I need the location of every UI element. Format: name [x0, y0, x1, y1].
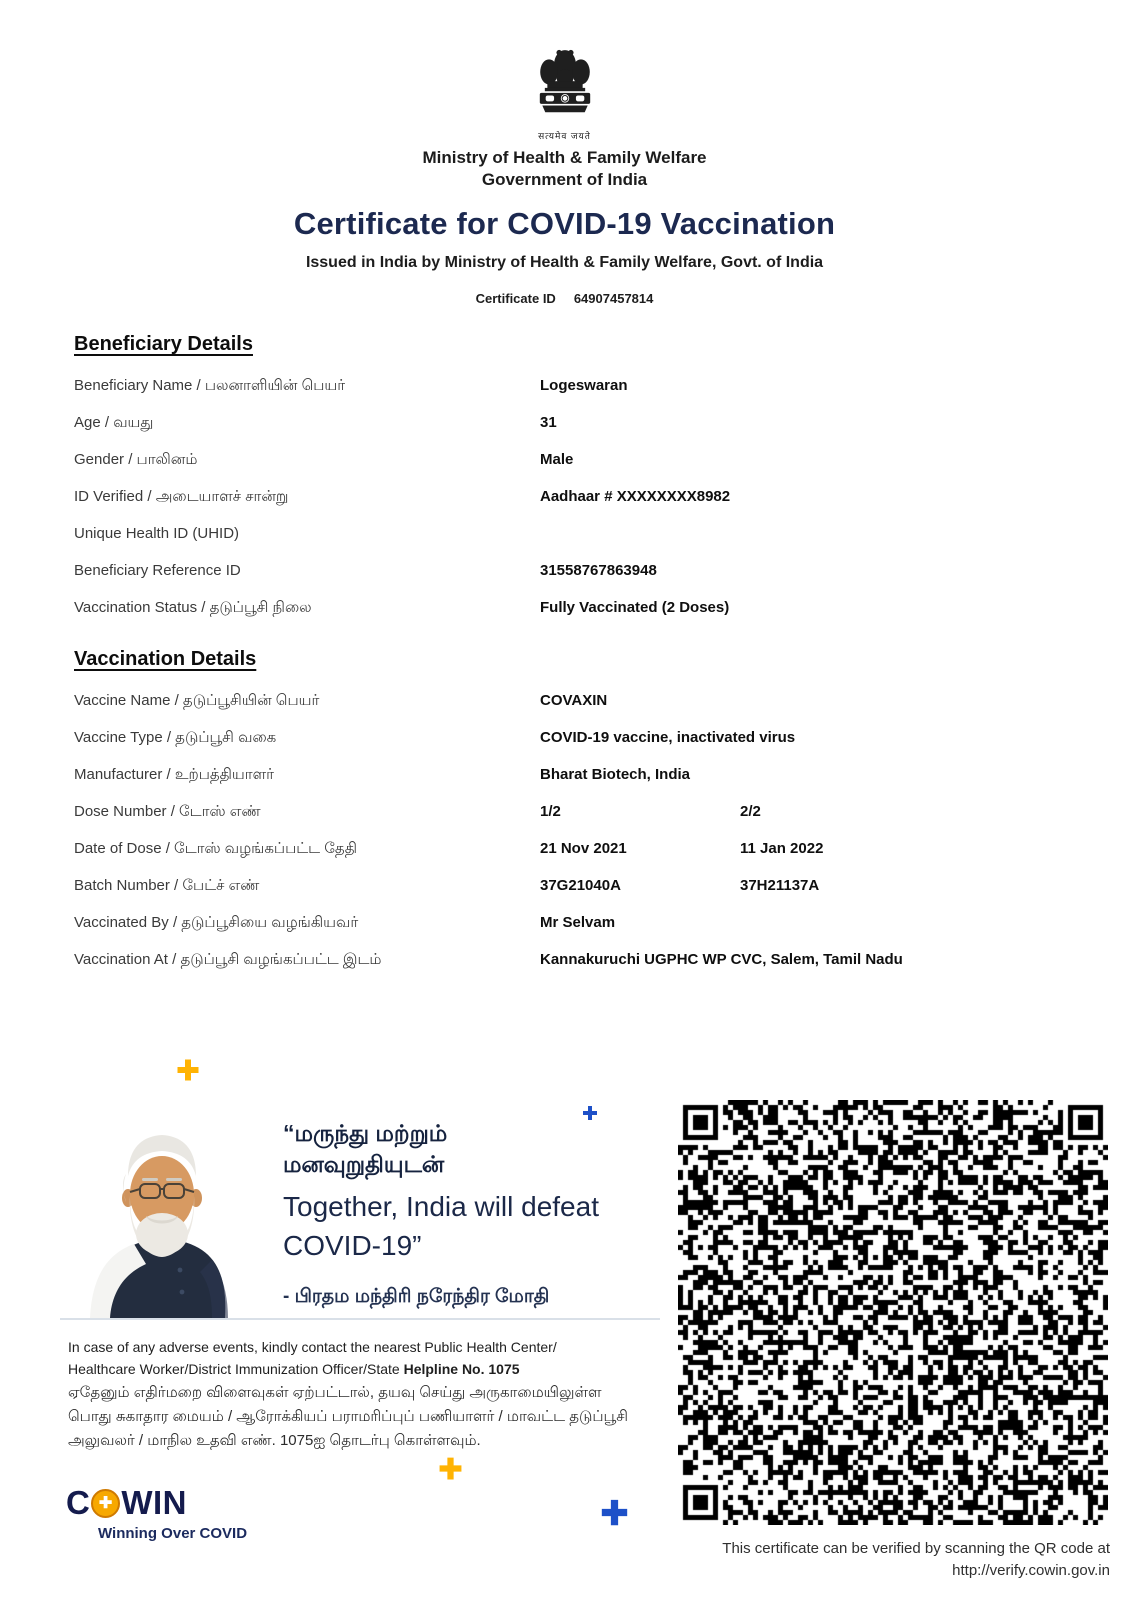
plus-decoration-icon: [438, 1456, 463, 1481]
field-value: COVAXIN: [540, 692, 608, 709]
field-value: Bharat Biotech, India: [540, 766, 691, 783]
field-value: Male: [540, 451, 574, 468]
beneficiary-details-section: [74, 333, 1074, 635]
field-label: Vaccine Name / தடுப்பூசியின் பெயர்: [74, 692, 320, 709]
dose2-value: 2/2: [740, 803, 761, 820]
field-label: Beneficiary Name / பலனாளியின் பெயர்: [74, 377, 346, 394]
field-value-pair: [540, 831, 940, 867]
field-label: Dose Number / டோஸ் எண்: [74, 803, 261, 820]
ministry-name: Ministry of Health & Family Welfare: [422, 148, 707, 167]
plus-decoration-icon: [600, 1498, 629, 1527]
section-title: Beneficiary Details: [74, 333, 253, 355]
field-label: Date of Dose / டோஸ் வழங்கப்பட்ட தேதி: [74, 840, 357, 857]
cowin-logo-c: C: [66, 1484, 91, 1521]
adverse-events-note-ta: ஏதேனும் எதிர்மறை விளைவுகள் ஏற்பட்டால், தயவு செய்து அருகாமையிலுள்ள பொது சுகாதார மையம் / ஆரோக்கியப் பராமரிப்புப் பணியாளர் / மாவட்ட தடுப்பூசி அலுவலர் / மாநில உதவி எண். 1075ஐ தொடர்பு கொள்ளவும்.: [68, 1384, 628, 1449]
quote-attribution: - பிரதம மந்திரி நரேந்திர மோதி: [283, 1286, 550, 1307]
dose2-date: 11 Jan 2022: [740, 840, 824, 857]
adverse-events-note-en: In case of any adverse events, kindly contact the nearest Public Health Center/ Healthcare Worker/District Immunization Officer/State Helpline No. 1075: [68, 1339, 557, 1377]
certificate-id: [0, 291, 1129, 306]
dose1-date: 21 Nov 2021: [540, 840, 627, 857]
certificate-id-label: Certificate ID: [475, 291, 556, 306]
banner-divider: [60, 1318, 660, 1320]
field-value: COVID-19 vaccine, inactivated virus: [540, 729, 796, 746]
field-label: Vaccinated By / தடுப்பூசியை வழங்கியவர்: [74, 914, 359, 931]
quote-tamil-line2: மனவுறுதியுடன்: [283, 1151, 445, 1177]
qr-code: [678, 1100, 1108, 1525]
field-value: Fully Vaccinated (2 Doses): [540, 599, 730, 616]
field-value-pair: [540, 794, 940, 830]
certificate-id-value: 64907457814: [573, 291, 654, 306]
certificate-title: Certificate for COVID-19 Vaccination: [293, 206, 836, 241]
table-row: [74, 950, 1074, 987]
cowin-plus-icon: ✚: [91, 1489, 120, 1518]
field-label: Batch Number / பேட்ச் எண்: [74, 877, 260, 894]
verify-url: http://verify.cowin.gov.in: [952, 1562, 1110, 1579]
dose2-batch: 37H21137A: [740, 877, 820, 894]
cowin-logo: [66, 1484, 247, 1542]
field-label: Gender / பாலினம்: [74, 451, 198, 468]
field-value: Logeswaran: [540, 377, 628, 394]
prime-minister-photo: [62, 1110, 262, 1318]
field-label: Beneficiary Reference ID: [74, 562, 241, 579]
field-value: Mr Selvam: [540, 914, 616, 931]
field-value: Kannakuruchi UGPHC WP CVC, Salem, Tamil Nadu: [540, 951, 903, 968]
field-label: Unique Health ID (UHID): [74, 525, 240, 542]
qr-verify-caption: This certificate can be verified by scanning the QR code at http://verify.cowin.gov.in: [722, 1540, 1110, 1579]
field-value: 31: [540, 414, 557, 431]
field-value: Aadhaar # XXXXXXXX8982: [540, 488, 731, 505]
certificate-subtitle: Issued in India by Ministry of Health & Family Welfare, Govt. of India: [305, 254, 824, 271]
section-title: Vaccination Details: [74, 648, 257, 670]
vaccination-details-section: [74, 648, 1074, 987]
field-label: Vaccination At / தடுப்பூசி வழங்கப்பட்ட இடம்: [74, 951, 382, 968]
table-row: [74, 598, 1074, 635]
india-national-emblem-icon: [523, 40, 607, 124]
quote-tamil-line1: “மருந்து மற்றும்: [283, 1120, 448, 1146]
dose1-value: 1/2: [540, 803, 561, 820]
dose1-batch: 37G21040A: [540, 877, 621, 894]
field-label: Vaccination Status / தடுப்பூசி நிலை: [74, 599, 312, 616]
field-label: ID Verified / அடையாளச் சான்று: [74, 488, 289, 505]
government-name: Government of India: [481, 170, 648, 189]
field-label: Manufacturer / உற்பத்தியாளர்: [74, 766, 274, 783]
field-label: Vaccine Type / தடுப்பூசி வகை: [74, 729, 277, 746]
quote-english: Together, India will defeat COVID-19”: [283, 1191, 599, 1261]
pm-quote-block: [283, 1118, 643, 1310]
plus-decoration-icon: [176, 1058, 200, 1082]
table-row: [74, 487, 1074, 524]
helpline-number: Helpline No. 1075: [403, 1361, 520, 1377]
field-value: 31558767863948: [540, 562, 657, 579]
field-value-pair: [540, 868, 940, 904]
field-label: Age / வயது: [74, 414, 154, 431]
cowin-tagline: Winning Over COVID: [98, 1525, 248, 1542]
cowin-logo-win: WIN: [121, 1484, 187, 1521]
emblem-motto: सत्यमेव जयते: [538, 131, 591, 141]
